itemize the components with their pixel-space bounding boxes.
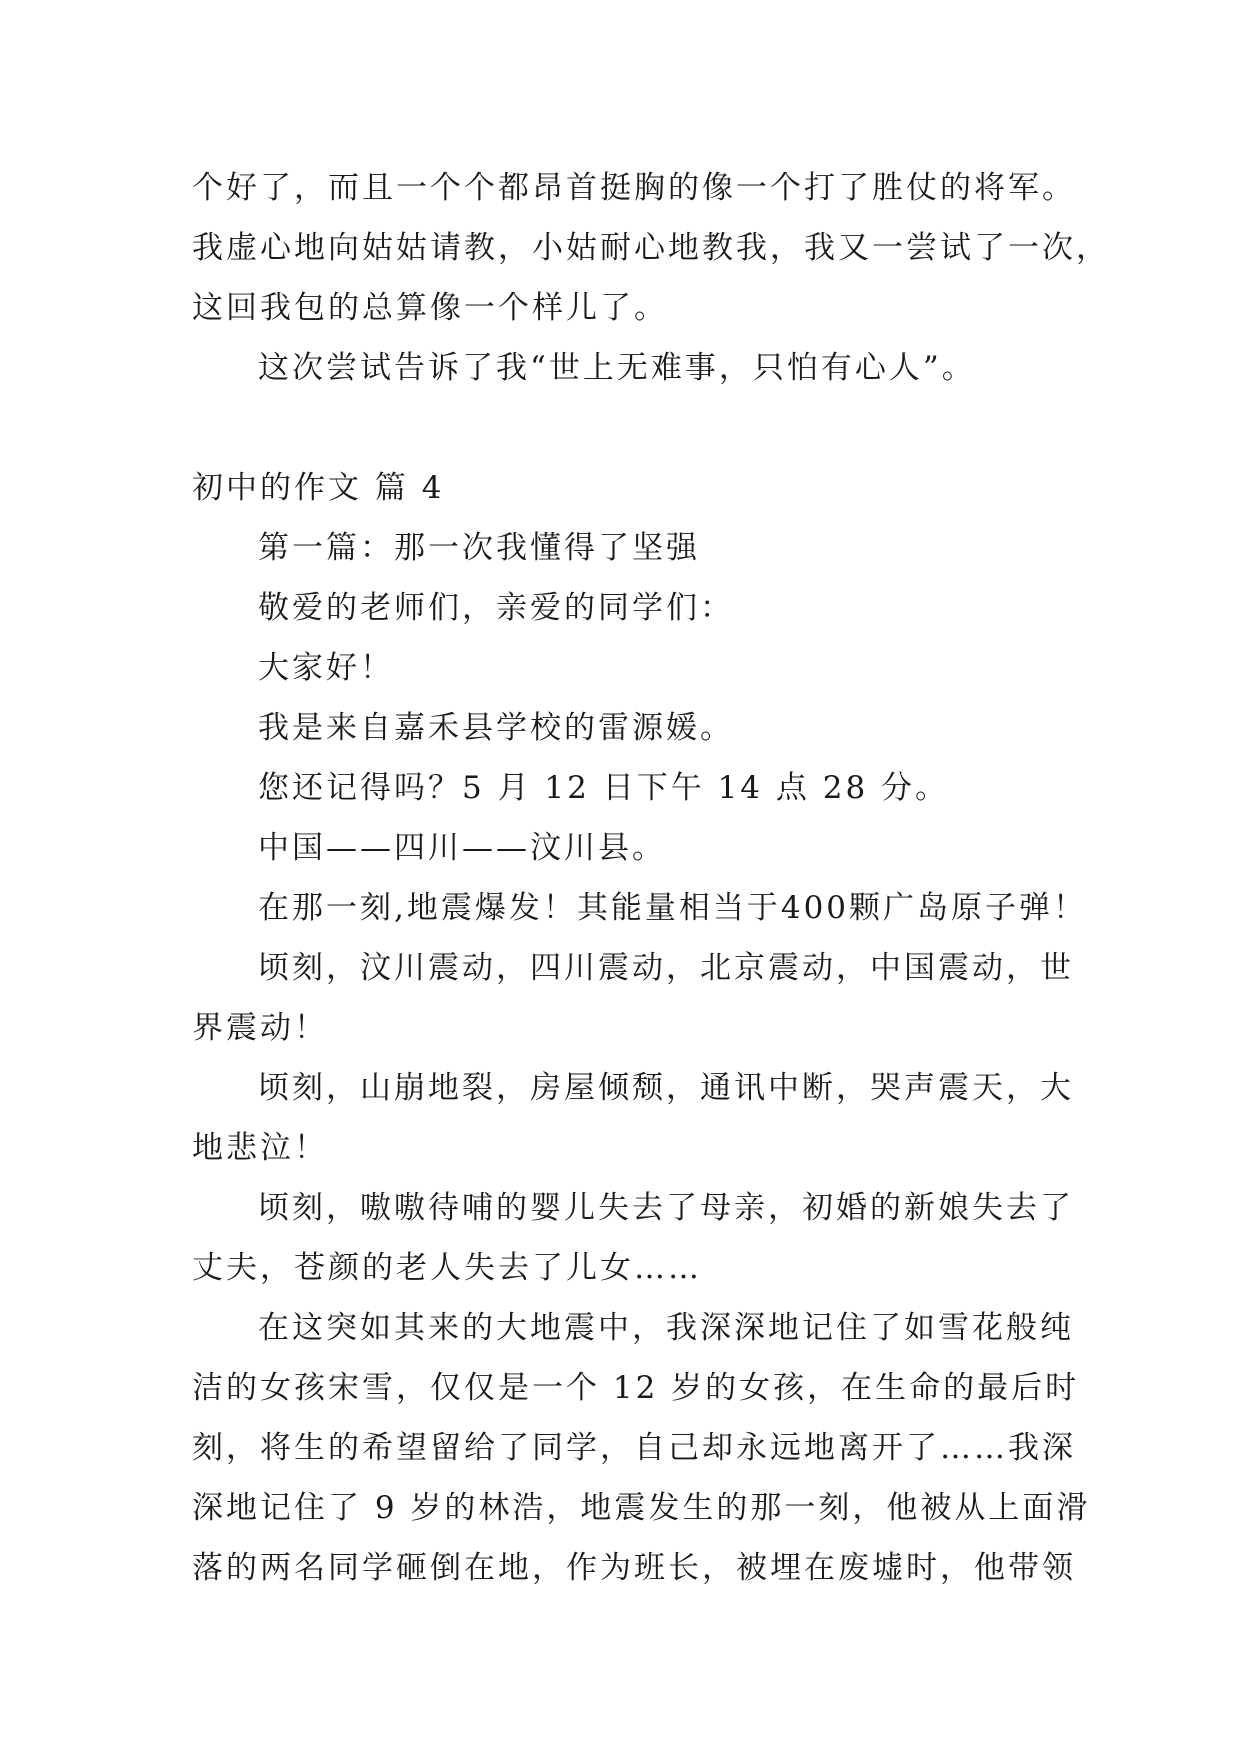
paragraph-line: 这次尝试告诉了我“世上无难事，只怕有心人”。 (258, 350, 976, 386)
paragraph-line: 顷刻，汶川震动，四川震动，北京震动，中国震动，世 (258, 950, 1074, 986)
section-gap (192, 398, 1072, 458)
paragraph-line: 刻，将生的希望留给了同学，自己却永远地离开了……我深 (192, 1430, 1076, 1466)
document-text (192, 158, 1110, 1598)
paragraph-line: 洁的女孩宋雪，仅仅是一个 12 岁的女孩，在生命的最后时 (192, 1370, 1080, 1406)
paragraph-line: 这回我包的总算像一个样儿了。 (192, 290, 668, 326)
paragraph-line: 深地记住了 9 岁的林浩，地震发生的那一刻，他被从上面滑 (192, 1490, 1091, 1526)
paragraph-line: 您还记得吗？5 月 12 日下午 14 点 28 分。 (258, 770, 950, 806)
greeting: 大家好！ (258, 650, 394, 686)
paragraph-line: 顷刻，山崩地裂，房屋倾颓，通讯中断，哭声震天，大 (258, 1070, 1074, 1106)
paragraph-line: 我是来自嘉禾县学校的雷源媛。 (258, 710, 734, 746)
section-title: 初中的作文 篇 4 (192, 470, 445, 506)
paragraph-line: 地悲泣！ (192, 1130, 328, 1166)
paragraph-line: 在那一刻,地震爆发！其能量相当于400颗广岛原子弹！ (258, 890, 1088, 926)
salutation: 敬爱的老师们，亲爱的同学们： (258, 590, 734, 626)
paragraph-line: 中国——四川——汶川县。 (258, 830, 666, 866)
paragraph-line: 个好了，而且一个个都昂首挺胸的像一个打了胜仗的将军。 (192, 170, 1076, 206)
paragraph-line: 在这突如其来的大地震中，我深深地记住了如雪花般纯 (258, 1310, 1074, 1346)
paragraph-line: 丈夫，苍颜的老人失去了儿女…… (192, 1250, 702, 1286)
essay-title: 第一篇：那一次我懂得了坚强 (258, 530, 700, 566)
paragraph-line: 落的两名同学砸倒在地，作为班长，被埋在废墟时，他带领 (192, 1550, 1076, 1586)
paragraph-line: 界震动！ (192, 1010, 328, 1046)
paragraph-line: 顷刻，嗷嗷待哺的婴儿失去了母亲，初婚的新娘失去了 (258, 1190, 1074, 1226)
paragraph-line: 我虚心地向姑姑请教，小姑耐心地教我，我又一尝试了一次， (192, 230, 1110, 266)
